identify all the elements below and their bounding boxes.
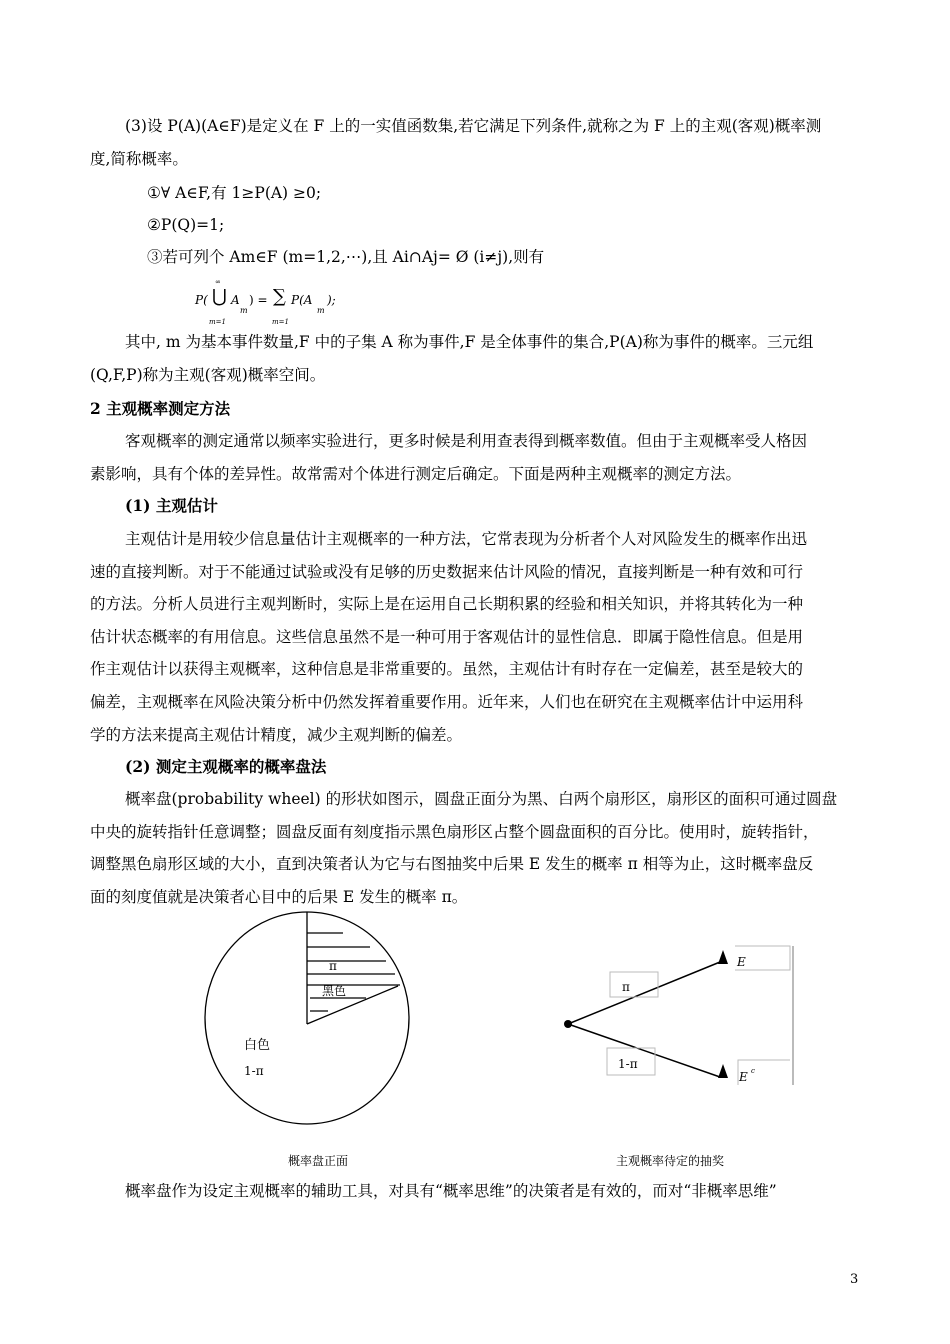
paragraph-line: 客观概率的测定通常以频率实验进行，更多时候是利用查表得到概率数值。但由于主观概率受人格因 [125,432,808,450]
paragraph-line: 度,简称概率。 [90,150,188,168]
section-heading: 2 主观概率测定方法 [90,399,231,418]
union-symbol: ⋃ [212,286,227,307]
paragraph-line: 素影响，具有个体的差异性。故常需对个体进行测定后确定。下面是两种主观概率的测定方法。 [90,465,742,483]
formula-text: ∞ [215,278,221,286]
subsection-heading: (2) 测定主观概率的概率盘法 [125,757,327,776]
formula-text: m [240,306,248,315]
paragraph-line: 主观估计是用较少信息量估计主观概率的一种方法，它常表现为分析者个人对风险发生的概率作出迅 [125,530,808,548]
paragraph-line: 速的直接判断。对于不能通过试验或没有足够的历史数据来估计风险的情况，直接判断是一种有效和可行 [90,563,804,581]
formula-text: A [231,293,240,307]
wheel-pi-label: π [329,959,337,973]
outcome-e-label: E [737,955,746,969]
formula-text: m=1 [272,318,289,326]
condition-1: ①∀ A∈F,有 1≥P(A) ≥0; [147,184,322,202]
wheel-white-label: 白色 [244,1038,271,1053]
lottery-pi-label: π [622,980,630,994]
paragraph-line: 概率盘作为设定主观概率的辅助工具，对具有“概率思维”的决策者是有效的，而对“非概率思维” [125,1182,777,1200]
paragraph-line: 面的刻度值就是决策者心目中的后果 E 发生的概率 π。 [90,888,468,906]
paragraph-line: 概率盘(probability wheel) 的形状如图示，圆盘正面分为黑、白两个扇形区，扇形区的面积可通过圆盘 [125,790,838,808]
paragraph-line: 中央的旋转指针任意调整；圆盘反面有刻度指示黑色扇形区占整个圆盘面积的百分比。使用时，旋转指针， [90,823,819,841]
outcome-triangle [718,950,728,964]
probability-wheel [205,912,409,1124]
paragraph-line: 偏差，主观概率在风险决策分析中仍然发挥着重要作用。近年来，人们也在研究在主观概率估计中运用科 [90,693,804,711]
formula-text: m=1 [209,318,226,326]
paragraph-line: 学的方法来提高主观估计精度，减少主观判断的偏差。 [90,726,463,744]
paragraph-line: 估计状态概率的有用信息。这些信息虽然不是一种可用于客观估计的显性信息．即属于隐性信息。但是用 [90,628,804,646]
page-number: 3 [850,1272,859,1287]
lottery-one-minus-pi-label: 1-π [618,1057,638,1071]
lottery-tree [568,946,793,1085]
outcome-ec-label: E [739,1070,748,1084]
formula-text: P(A [291,293,313,307]
formula-text: m [317,306,325,315]
subsection-heading: (1) 主观估计 [125,496,218,515]
sum-symbol: ∑ [273,286,286,307]
outcome-ec-superscript: c [751,1067,755,1075]
condition-2: ②P(Q)=1; [147,216,225,234]
formula-text: P( [195,293,208,307]
formula-text: ); [327,293,336,307]
wheel-caption: 概率盘正面 [287,1154,349,1168]
wheel-white-value: 1-π [244,1064,264,1078]
chance-node [564,1020,572,1028]
paragraph-line: 的方法。分析人员进行主观判断时，实际上是在运用自己长期积累的经验和相关知识，并将其转化为一种 [90,595,804,613]
formula-text: ) = [249,293,268,307]
paragraph-line: (Q,F,P)称为主观(客观)概率空间。 [90,366,326,384]
outcome-triangle [718,1064,728,1078]
lottery-caption: 主观概率待定的抽奖 [615,1154,725,1168]
condition-3: ③若可列个 Am∈F (m=1,2,⋯),且 Ai∩Aj= Ø (i≠j),则有 [147,248,545,266]
paragraph-line: (3)设 P(A)(A∈F)是定义在 F 上的一实值函数集,若它满足下列条件,就称之为 F 上的主观(客观)概率测 [125,117,822,135]
paragraph-line: 作主观估计以获得主观概率，这种信息是非常重要的。虽然，主观估计有时存在一定偏差，甚至是较大的 [90,660,804,678]
paragraph-line: 其中, m 为基本事件数量,F 中的子集 A 称为事件,F 是全体事件的集合,P(A)称为事件的概率。三元组 [125,333,814,351]
paragraph-line: 调整黑色扇形区域的大小，直到决策者认为它与右图抽奖中后果 E 发生的概率 π 相等为止，这时概率盘反 [90,855,814,873]
wheel-black-label: 黑色 [322,984,347,998]
